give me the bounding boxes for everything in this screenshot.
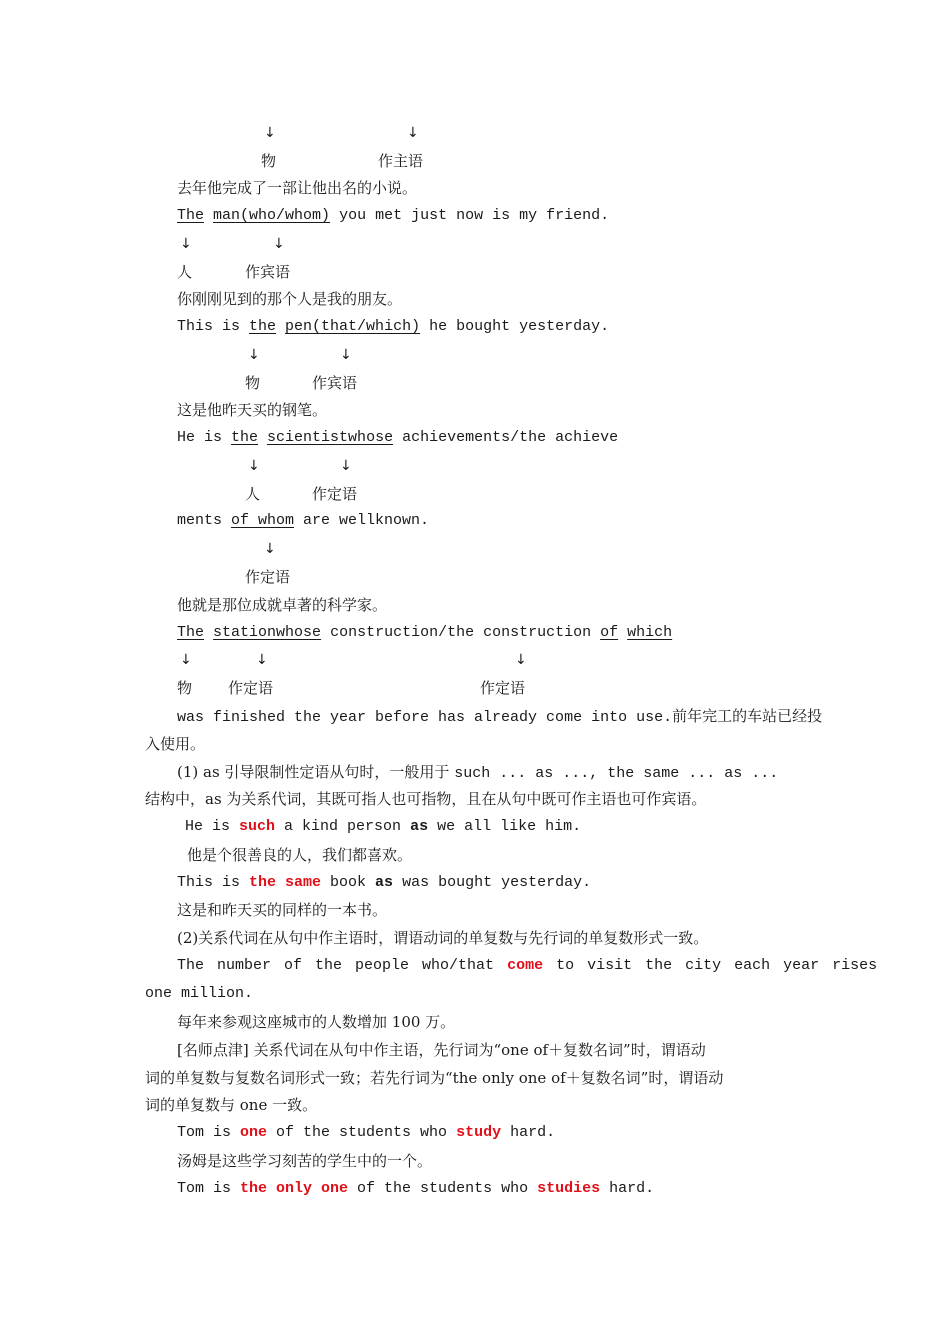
example-sentence	[177, 206, 609, 226]
underlined-phrase: scientistwhose	[267, 429, 394, 446]
translation-line: 他是个很善良的人，我们都喜欢。	[187, 846, 413, 864]
sentence-text: hard.	[501, 1124, 556, 1141]
sentence-text: Tom is	[177, 1124, 241, 1141]
sentence-text: of the students who	[348, 1180, 538, 1197]
sentence-text: book	[321, 874, 376, 891]
sentence-text: to visit the city each year rises	[543, 957, 878, 974]
highlighted-word: the same	[249, 874, 322, 891]
gloss-label: 作定语	[312, 485, 358, 503]
gloss-label: 物	[261, 152, 277, 170]
sentence-text: was bought yesterday.	[393, 874, 592, 891]
highlighted-word: study	[456, 1124, 502, 1141]
sentence-text: was finished the year before has already come into use.	[177, 709, 673, 726]
sentence-text: we all like him.	[428, 818, 582, 835]
translation-text: 前年完工的车站已经投	[672, 707, 823, 725]
underlined-phrase: pen(that/which)	[285, 318, 421, 335]
gloss-label: 人	[245, 485, 261, 503]
example-sentence	[177, 956, 877, 976]
example-sentence: one million.	[145, 985, 254, 1002]
sentence-text: The number of the people who/that	[177, 957, 508, 974]
example-sentence	[185, 817, 581, 837]
rule-paragraph: 结构中，as 为关系代词，其既可指人也可指物，且在从句中既可作主语也可作宾语。	[145, 790, 707, 808]
highlighted-word: studies	[537, 1180, 601, 1197]
underlined-phrase: the	[231, 429, 259, 446]
sentence-text: This is	[177, 318, 250, 335]
rule-text: (1) as 引导限制性定语从句时，一般用于	[177, 763, 455, 781]
arrow-down: ↓	[248, 458, 260, 474]
arrow-down: ↓	[340, 458, 352, 474]
underlined-phrase: man(who/whom)	[213, 207, 331, 224]
sentence-text: of the students who	[267, 1124, 457, 1141]
example-sentence	[177, 317, 609, 337]
gloss-label: 作定语	[228, 679, 274, 697]
gloss-label: 作宾语	[312, 374, 358, 392]
bold-word: as	[410, 818, 429, 835]
sentence-text: construction/the construction	[321, 624, 601, 641]
tip-paragraph: [名师点津] 关系代词在从句中作主语，先行词为“one of＋复数名词”时，谓语动	[177, 1041, 706, 1059]
sentence-text: He is	[177, 429, 232, 446]
rule-paragraph: (2)关系代词在从句中作主语时，谓语动词的单复数与先行词的单复数形式一致。	[177, 929, 709, 947]
sentence-text: he bought yesterday.	[420, 318, 610, 335]
translation-line: 他就是那位成就卓著的科学家。	[177, 596, 388, 614]
sentence-text: ments	[177, 512, 232, 529]
underlined-phrase: stationwhose	[213, 624, 322, 641]
gloss-label: 作宾语	[245, 263, 291, 281]
example-sentence	[177, 873, 591, 893]
arrow-down: ↓	[180, 236, 192, 252]
bold-word: as	[375, 874, 394, 891]
underlined-phrase: which	[627, 624, 673, 641]
gloss-label: 人	[177, 263, 193, 281]
highlighted-word: the only one	[240, 1180, 349, 1197]
sentence-text: hard.	[600, 1180, 655, 1197]
sentence-text: achievements/the achieve	[393, 429, 619, 446]
highlighted-word: come	[507, 957, 544, 974]
highlighted-word: such	[239, 818, 276, 835]
translation-line: 汤姆是这些学习刻苦的学生中的一个。	[177, 1152, 433, 1170]
arrow-down: ↓	[180, 652, 192, 668]
sentence-text: a kind person	[275, 818, 411, 835]
rule-paragraph	[177, 762, 778, 784]
arrow-down: ↓	[515, 652, 527, 668]
gloss-label: 作定语	[245, 568, 291, 586]
example-sentence	[177, 623, 672, 643]
gloss-label: 物	[177, 679, 193, 697]
arrow-down: ↓	[256, 652, 268, 668]
underlined-phrase: The	[177, 624, 205, 641]
translation-line: 入使用。	[145, 735, 206, 753]
arrow-down: ↓	[340, 347, 352, 363]
sentence-text: He is	[185, 818, 240, 835]
translation-line: 每年来参观这座城市的人数增加 100 万。	[177, 1013, 456, 1031]
sentence-text: Tom is	[177, 1180, 241, 1197]
tip-paragraph: 词的单复数与 one 一致。	[145, 1096, 318, 1114]
example-sentence	[177, 511, 429, 531]
sentence-text: This is	[177, 874, 250, 891]
arrow-down: ↓	[264, 125, 276, 141]
gloss-label: 作主语	[378, 152, 424, 170]
underlined-phrase: of	[600, 624, 619, 641]
example-sentence	[177, 428, 618, 448]
translation-line: 这是他昨天买的钢笔。	[177, 401, 328, 419]
translation-line: 这是和昨天买的同样的一本书。	[177, 901, 388, 919]
underlined-phrase: The	[177, 207, 205, 224]
translation-line: 去年他完成了一部让他出名的小说。	[177, 179, 418, 197]
gloss-label: 物	[245, 374, 261, 392]
gloss-label: 作定语	[480, 679, 526, 697]
arrow-down: ↓	[407, 125, 419, 141]
example-sentence	[177, 1179, 654, 1199]
translation-line: 你刚刚见到的那个人是我的朋友。	[177, 290, 403, 308]
rule-text: such ... as ..., the same ... as ...	[454, 765, 779, 782]
example-sentence	[177, 706, 822, 728]
sentence-text: you met just now is my friend.	[330, 207, 610, 224]
tip-paragraph: 词的单复数与复数名词形式一致；若先行词为“the only one of＋复数名词”时，谓语动	[145, 1069, 724, 1087]
underlined-phrase: of whom	[231, 512, 295, 529]
example-sentence	[177, 1123, 555, 1143]
arrow-down: ↓	[264, 541, 276, 557]
sentence-text: are wellknown.	[294, 512, 430, 529]
underlined-phrase: the	[249, 318, 277, 335]
arrow-down: ↓	[248, 347, 260, 363]
highlighted-word: one	[240, 1124, 268, 1141]
arrow-down: ↓	[273, 236, 285, 252]
